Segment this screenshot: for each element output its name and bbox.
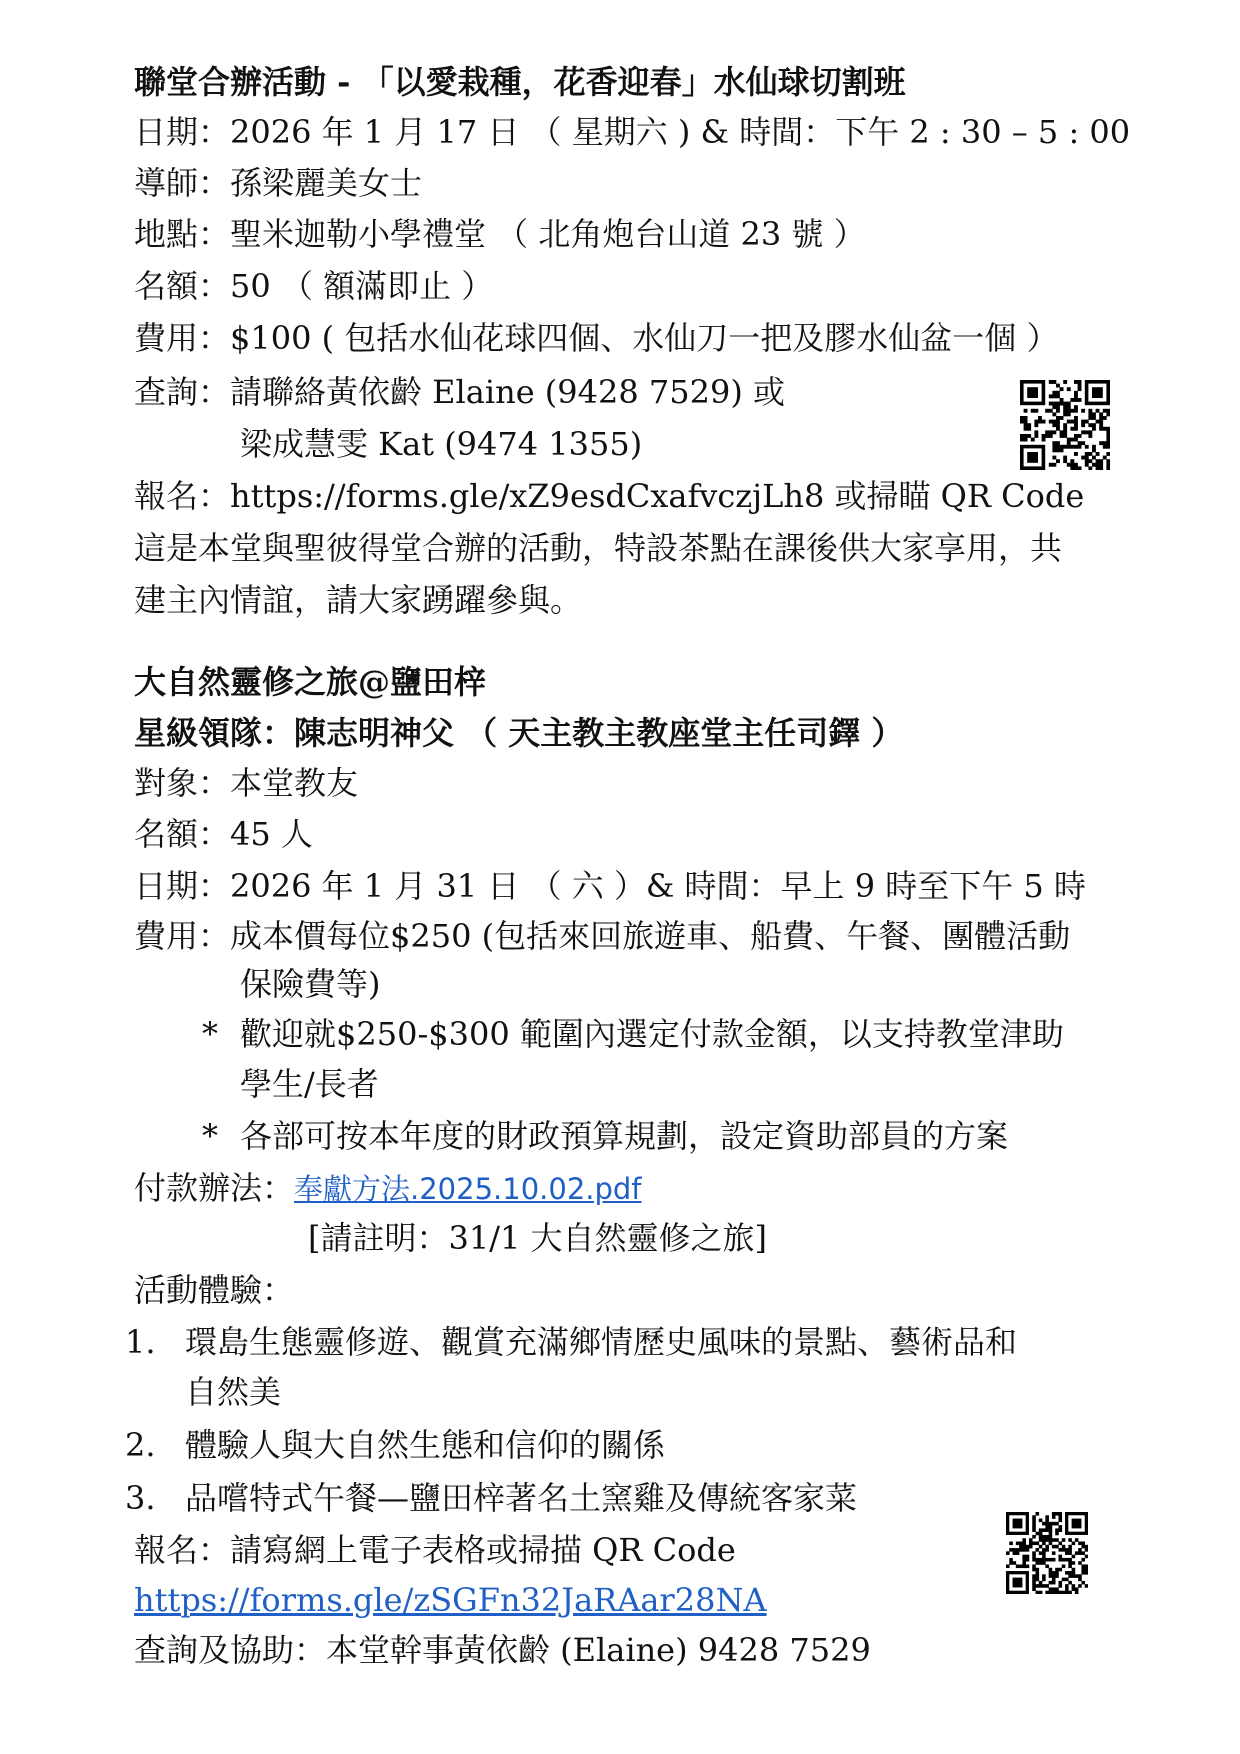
- event1-venue: 地點：聖米迦勒小學禮堂 （ 北角炮台山道 23 號 ）: [134, 215, 866, 253]
- event1-note: 這是本堂與聖彼得堂合辦的活動，特設茶點在課後供大家享用，共: [134, 529, 1063, 567]
- activity-item: [125, 1425, 665, 1465]
- event1-tutor: 導師：孫梁麗美女士: [134, 164, 423, 202]
- event2-date: 日期：2026 年 1 月 31 日 （ 六 ）& 時間：早上 9 時至下午 5 時: [134, 867, 1086, 905]
- event2-fee-2: 保險費等): [240, 965, 381, 1003]
- activity-number: 2.: [125, 1426, 156, 1464]
- activity-item: [125, 1322, 1017, 1362]
- payment-label: 付款辦法：: [134, 1169, 295, 1207]
- activity-item-cont: 自然美: [185, 1373, 282, 1411]
- event2-register-link[interactable]: https://forms.gle/zSGFn32JaRAar28NA: [134, 1581, 767, 1619]
- payment-pdf-link[interactable]: 奉獻方法.2025.10.02.pdf: [294, 1172, 642, 1206]
- event1-note-2: 建主內情誼，請大家踴躍參與。: [134, 581, 583, 619]
- note-bullet: *: [202, 1117, 218, 1155]
- qr-code-icon: [1020, 380, 1110, 470]
- event1-register: 報名：https://forms.gle/xZ9esdCxafvczjLh8 或掃瞄 QR Code: [134, 477, 1085, 515]
- note-item: [202, 1116, 1008, 1156]
- note-item: [202, 1014, 1064, 1054]
- activity-number: 3.: [125, 1479, 156, 1517]
- note-text: 歡迎就$250-$300 範圍內選定付款金額，以支持教堂津助: [240, 1015, 1064, 1053]
- activities-label: 活動體驗：: [134, 1271, 295, 1309]
- activity-text: 體驗人與大自然生態和信仰的關係: [185, 1426, 666, 1464]
- event1-enquiry: 查詢：請聯絡黃依齡 Elaine (9428 7529) 或: [134, 373, 785, 411]
- note-bullet: *: [202, 1015, 218, 1053]
- event1-quota: 名額：50 （ 額滿即止 ）: [134, 267, 494, 305]
- event2-register: 報名：請寫網上電子表格或掃描 QR Code: [134, 1531, 736, 1569]
- event1-enquiry-2: 梁成慧雯 Kat (9474 1355): [240, 425, 643, 463]
- event2-title: 大自然靈修之旅@鹽田梓: [134, 663, 487, 701]
- activity-item: [125, 1478, 857, 1518]
- event1-title: 聯堂合辦活動 - 「以愛栽種，花香迎春」水仙球切割班: [134, 63, 906, 101]
- event2-quota: 名額：45 人: [134, 815, 313, 853]
- payment-method: [134, 1168, 642, 1208]
- activity-text: 環島生態靈修遊、觀賞充滿鄉情歷史風味的景點、藝術品和: [185, 1323, 1018, 1361]
- event2-contact: 查詢及協助：本堂幹事黃依齡 (Elaine) 9428 7529: [134, 1631, 871, 1669]
- event1-fee: 費用：$100 ( 包括水仙花球四個、水仙刀一把及膠水仙盆一個 ）: [134, 319, 1059, 357]
- event2-leader: 星級領隊：陳志明神父 （ 天主教主教座堂主任司鐸 ）: [134, 714, 904, 752]
- note-text: 各部可按本年度的財政預算規劃，設定資助部員的方案: [240, 1117, 1009, 1155]
- activity-text: 品嚐特式午餐—鹽田梓著名土窯雞及傳統客家菜: [185, 1479, 858, 1517]
- event2-fee: 費用：成本價每位$250 (包括來回旅遊車、船費、午餐、團體活動: [134, 917, 1071, 955]
- activity-number: 1.: [125, 1323, 156, 1361]
- note-item-cont: 學生/長者: [240, 1065, 379, 1103]
- event2-target: 對象：本堂教友: [134, 764, 359, 802]
- qr-code-icon: [1006, 1512, 1088, 1594]
- event1-date: 日期：2026 年 1 月 17 日 （ 星期六 ) & 時間：下午 2 : 30 – 5 : 00: [134, 113, 1131, 151]
- payment-note: [請註明：31/1 大自然靈修之旅]: [308, 1219, 768, 1257]
